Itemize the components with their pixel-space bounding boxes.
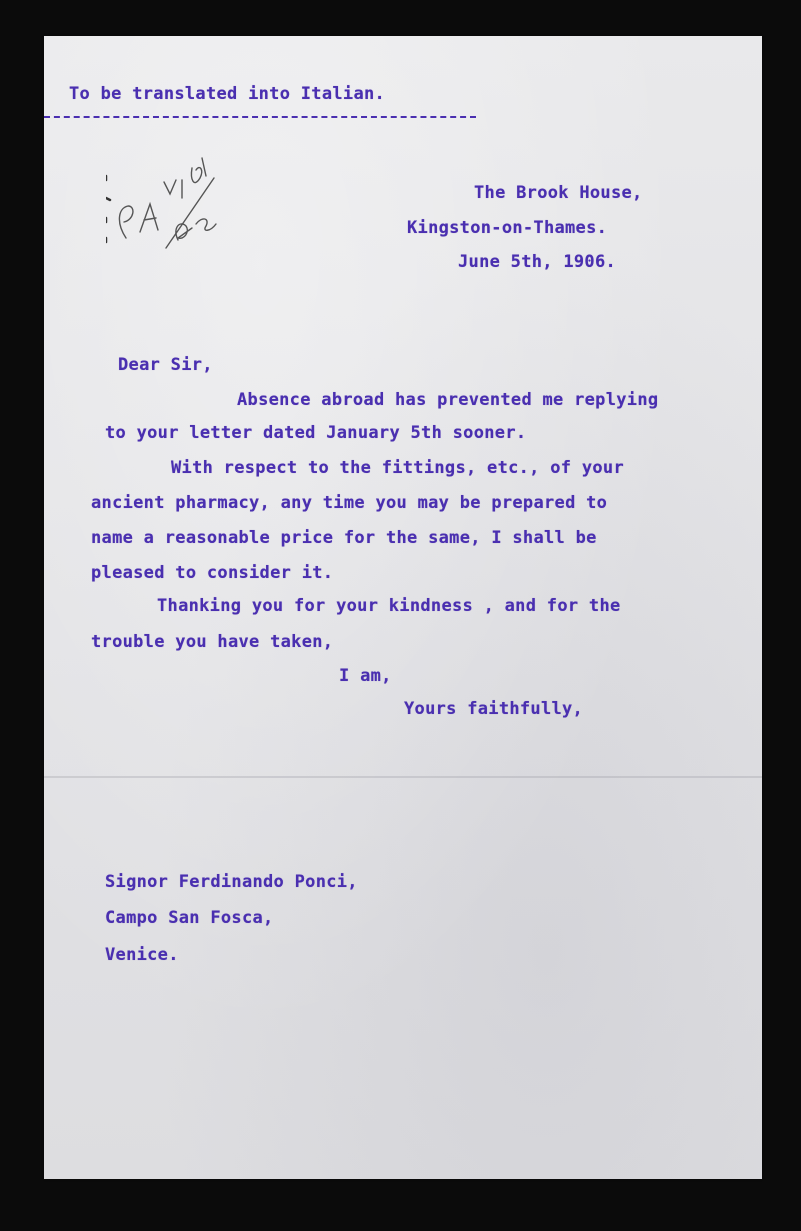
letter-date: June 5th, 1906. [458, 252, 617, 272]
handwritten-annotation [106, 128, 226, 258]
recipient-street: Campo San Fosca, [105, 908, 274, 928]
letter-page [44, 36, 762, 1179]
header-underline [44, 116, 476, 118]
address-line-1: The Brook House, [474, 183, 643, 203]
body-line: to your letter dated January 5th sooner. [105, 423, 527, 443]
closing-signoff: Yours faithfully, [404, 699, 584, 719]
address-line-2: Kingston-on-Thames. [407, 218, 608, 238]
body-line: pleased to consider it. [91, 563, 334, 583]
header-note: To be translated into Italian. [69, 84, 386, 104]
body-line: trouble you have taken, [91, 632, 334, 652]
body-line: Thanking you for your kindness , and for the [157, 596, 621, 616]
salutation: Dear Sir, [118, 355, 213, 375]
recipient-city: Venice. [105, 945, 179, 965]
body-line: ancient pharmacy, any time you may be prepared to [91, 493, 608, 513]
paper-fold [44, 776, 762, 778]
recipient-name: Signor Ferdinando Ponci, [105, 872, 358, 892]
body-line: name a reasonable price for the same, I shall be [91, 528, 597, 548]
closing-line: I am, [339, 666, 392, 686]
body-line: Absence abroad has prevented me replying [237, 390, 659, 410]
body-line: With respect to the fittings, etc., of your [171, 458, 624, 478]
